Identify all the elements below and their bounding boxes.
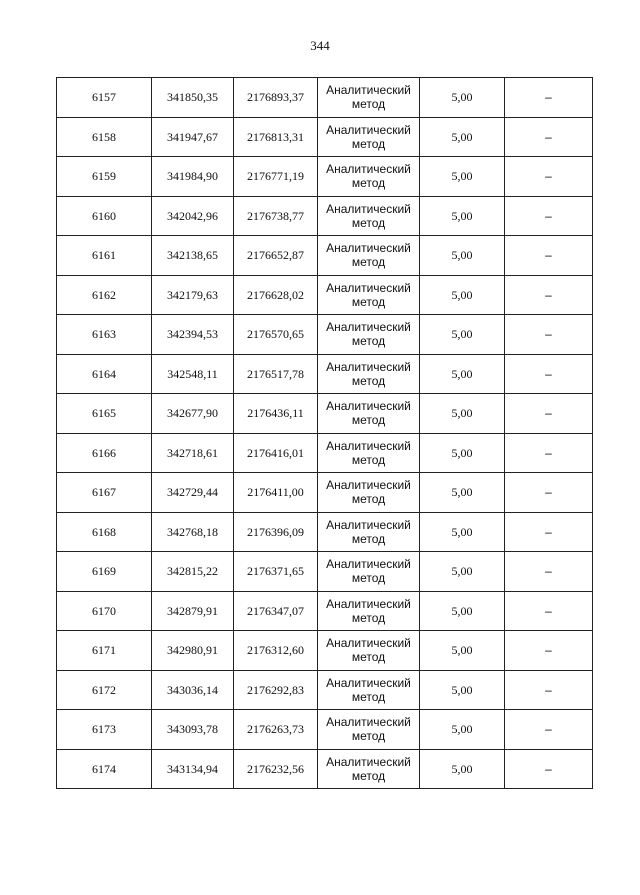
table-row bbox=[57, 552, 593, 592]
x-coordinate-cell: 342879,91 bbox=[152, 591, 234, 631]
method-line-2: метод bbox=[351, 689, 386, 704]
coordinates-table-body bbox=[57, 78, 593, 789]
method-line-1: Аналитический bbox=[326, 399, 411, 414]
method-cell bbox=[318, 394, 420, 434]
method-line-1: Аналитический bbox=[326, 478, 411, 493]
point-number-cell: 6170 bbox=[57, 591, 152, 631]
note-cell: – bbox=[505, 196, 593, 236]
method-line-1: Аналитический bbox=[326, 557, 411, 572]
method-line-1: Аналитический bbox=[326, 438, 411, 453]
note-cell: – bbox=[505, 749, 593, 789]
y-coordinate-cell: 2176292,83 bbox=[234, 670, 318, 710]
table-row bbox=[57, 157, 593, 197]
note-cell: – bbox=[505, 552, 593, 592]
point-number-cell: 6173 bbox=[57, 710, 152, 750]
method-cell bbox=[318, 78, 420, 118]
table-row bbox=[57, 315, 593, 355]
x-coordinate-cell: 341984,90 bbox=[152, 157, 234, 197]
table-row bbox=[57, 236, 593, 276]
note-cell: – bbox=[505, 473, 593, 513]
y-coordinate-cell: 2176570,65 bbox=[234, 315, 318, 355]
method-line-1: Аналитический bbox=[326, 162, 411, 177]
point-number-cell: 6171 bbox=[57, 631, 152, 671]
note-cell: – bbox=[505, 512, 593, 552]
coordinates-table bbox=[56, 77, 593, 789]
table-row bbox=[57, 117, 593, 157]
method-line-1: Аналитический bbox=[326, 636, 411, 651]
accuracy-cell: 5,00 bbox=[420, 552, 505, 592]
point-number-cell: 6169 bbox=[57, 552, 152, 592]
x-coordinate-cell: 342980,91 bbox=[152, 631, 234, 671]
method-cell bbox=[318, 315, 420, 355]
method-line-1: Аналитический bbox=[326, 201, 411, 216]
note-cell: – bbox=[505, 315, 593, 355]
x-coordinate-cell: 343036,14 bbox=[152, 670, 234, 710]
accuracy-cell: 5,00 bbox=[420, 512, 505, 552]
table-row bbox=[57, 749, 593, 789]
point-number-cell: 6168 bbox=[57, 512, 152, 552]
y-coordinate-cell: 2176347,07 bbox=[234, 591, 318, 631]
method-line-1: Аналитический bbox=[326, 359, 411, 374]
method-line-1: Аналитический bbox=[326, 241, 411, 256]
accuracy-cell: 5,00 bbox=[420, 631, 505, 671]
point-number-cell: 6167 bbox=[57, 473, 152, 513]
note-cell: – bbox=[505, 631, 593, 671]
method-cell bbox=[318, 749, 420, 789]
table-row bbox=[57, 710, 593, 750]
note-cell: – bbox=[505, 710, 593, 750]
y-coordinate-cell: 2176628,02 bbox=[234, 275, 318, 315]
point-number-cell: 6162 bbox=[57, 275, 152, 315]
method-cell bbox=[318, 710, 420, 750]
point-number-cell: 6164 bbox=[57, 354, 152, 394]
table-row bbox=[57, 512, 593, 552]
method-cell bbox=[318, 512, 420, 552]
table-row bbox=[57, 196, 593, 236]
method-cell bbox=[318, 117, 420, 157]
accuracy-cell: 5,00 bbox=[420, 473, 505, 513]
method-line-2: метод bbox=[351, 768, 386, 783]
x-coordinate-cell: 343134,94 bbox=[152, 749, 234, 789]
x-coordinate-cell: 342042,96 bbox=[152, 196, 234, 236]
note-cell: – bbox=[505, 394, 593, 434]
method-cell bbox=[318, 552, 420, 592]
y-coordinate-cell: 2176371,65 bbox=[234, 552, 318, 592]
method-line-2: метод bbox=[351, 255, 386, 270]
y-coordinate-cell: 2176312,60 bbox=[234, 631, 318, 671]
point-number-cell: 6158 bbox=[57, 117, 152, 157]
point-number-cell: 6163 bbox=[57, 315, 152, 355]
x-coordinate-cell: 342768,18 bbox=[152, 512, 234, 552]
method-line-1: Аналитический bbox=[326, 715, 411, 730]
x-coordinate-cell: 342729,44 bbox=[152, 473, 234, 513]
method-line-2: метод bbox=[351, 136, 386, 151]
method-line-2: метод bbox=[351, 97, 386, 112]
method-cell bbox=[318, 670, 420, 710]
note-cell: – bbox=[505, 78, 593, 118]
accuracy-cell: 5,00 bbox=[420, 275, 505, 315]
method-line-2: метод bbox=[351, 531, 386, 546]
x-coordinate-cell: 342179,63 bbox=[152, 275, 234, 315]
x-coordinate-cell: 342815,22 bbox=[152, 552, 234, 592]
point-number-cell: 6166 bbox=[57, 433, 152, 473]
x-coordinate-cell: 342677,90 bbox=[152, 394, 234, 434]
method-cell bbox=[318, 631, 420, 671]
table-row bbox=[57, 78, 593, 118]
method-line-2: метод bbox=[351, 294, 386, 309]
method-line-2: метод bbox=[351, 215, 386, 230]
note-cell: – bbox=[505, 117, 593, 157]
y-coordinate-cell: 2176263,73 bbox=[234, 710, 318, 750]
accuracy-cell: 5,00 bbox=[420, 433, 505, 473]
y-coordinate-cell: 2176396,09 bbox=[234, 512, 318, 552]
note-cell: – bbox=[505, 275, 593, 315]
method-cell bbox=[318, 473, 420, 513]
accuracy-cell: 5,00 bbox=[420, 591, 505, 631]
method-line-2: метод bbox=[351, 729, 386, 744]
y-coordinate-cell: 2176436,11 bbox=[234, 394, 318, 434]
table-row bbox=[57, 631, 593, 671]
table-row bbox=[57, 670, 593, 710]
x-coordinate-cell: 342394,53 bbox=[152, 315, 234, 355]
method-cell bbox=[318, 433, 420, 473]
point-number-cell: 6174 bbox=[57, 749, 152, 789]
table-row bbox=[57, 354, 593, 394]
method-cell bbox=[318, 591, 420, 631]
method-cell bbox=[318, 354, 420, 394]
point-number-cell: 6172 bbox=[57, 670, 152, 710]
page-number: 344 bbox=[310, 38, 330, 53]
method-line-1: Аналитический bbox=[326, 517, 411, 532]
table-row bbox=[57, 591, 593, 631]
method-line-1: Аналитический bbox=[326, 122, 411, 137]
x-coordinate-cell: 342138,65 bbox=[152, 236, 234, 276]
accuracy-cell: 5,00 bbox=[420, 354, 505, 394]
accuracy-cell: 5,00 bbox=[420, 710, 505, 750]
method-line-2: метод bbox=[351, 492, 386, 507]
accuracy-cell: 5,00 bbox=[420, 196, 505, 236]
accuracy-cell: 5,00 bbox=[420, 78, 505, 118]
note-cell: – bbox=[505, 433, 593, 473]
x-coordinate-cell: 342718,61 bbox=[152, 433, 234, 473]
y-coordinate-cell: 2176738,77 bbox=[234, 196, 318, 236]
y-coordinate-cell: 2176411,00 bbox=[234, 473, 318, 513]
method-line-1: Аналитический bbox=[326, 280, 411, 295]
y-coordinate-cell: 2176771,19 bbox=[234, 157, 318, 197]
point-number-cell: 6159 bbox=[57, 157, 152, 197]
method-line-1: Аналитический bbox=[326, 675, 411, 690]
point-number-cell: 6157 bbox=[57, 78, 152, 118]
method-line-1: Аналитический bbox=[326, 83, 411, 98]
note-cell: – bbox=[505, 591, 593, 631]
method-cell bbox=[318, 275, 420, 315]
y-coordinate-cell: 2176232,56 bbox=[234, 749, 318, 789]
method-cell bbox=[318, 236, 420, 276]
point-number-cell: 6161 bbox=[57, 236, 152, 276]
note-cell: – bbox=[505, 236, 593, 276]
x-coordinate-cell: 342548,11 bbox=[152, 354, 234, 394]
table-row bbox=[57, 275, 593, 315]
x-coordinate-cell: 343093,78 bbox=[152, 710, 234, 750]
method-line-1: Аналитический bbox=[326, 596, 411, 611]
table-row bbox=[57, 394, 593, 434]
method-line-2: метод bbox=[351, 452, 386, 467]
method-line-2: метод bbox=[351, 650, 386, 665]
method-line-2: метод bbox=[351, 334, 386, 349]
accuracy-cell: 5,00 bbox=[420, 315, 505, 355]
method-line-2: метод bbox=[351, 413, 386, 428]
accuracy-cell: 5,00 bbox=[420, 394, 505, 434]
y-coordinate-cell: 2176813,31 bbox=[234, 117, 318, 157]
point-number-cell: 6160 bbox=[57, 196, 152, 236]
method-line-2: метод bbox=[351, 176, 386, 191]
y-coordinate-cell: 2176893,37 bbox=[234, 78, 318, 118]
method-line-1: Аналитический bbox=[326, 754, 411, 769]
accuracy-cell: 5,00 bbox=[420, 117, 505, 157]
x-coordinate-cell: 341850,35 bbox=[152, 78, 234, 118]
method-line-1: Аналитический bbox=[326, 320, 411, 335]
method-cell bbox=[318, 157, 420, 197]
y-coordinate-cell: 2176416,01 bbox=[234, 433, 318, 473]
table-row bbox=[57, 473, 593, 513]
method-line-2: метод bbox=[351, 571, 386, 586]
note-cell: – bbox=[505, 670, 593, 710]
table-row bbox=[57, 433, 593, 473]
accuracy-cell: 5,00 bbox=[420, 749, 505, 789]
method-cell bbox=[318, 196, 420, 236]
accuracy-cell: 5,00 bbox=[420, 157, 505, 197]
x-coordinate-cell: 341947,67 bbox=[152, 117, 234, 157]
point-number-cell: 6165 bbox=[57, 394, 152, 434]
accuracy-cell: 5,00 bbox=[420, 670, 505, 710]
note-cell: – bbox=[505, 354, 593, 394]
method-line-2: метод bbox=[351, 373, 386, 388]
y-coordinate-cell: 2176517,78 bbox=[234, 354, 318, 394]
accuracy-cell: 5,00 bbox=[420, 236, 505, 276]
method-line-2: метод bbox=[351, 610, 386, 625]
note-cell: – bbox=[505, 157, 593, 197]
y-coordinate-cell: 2176652,87 bbox=[234, 236, 318, 276]
